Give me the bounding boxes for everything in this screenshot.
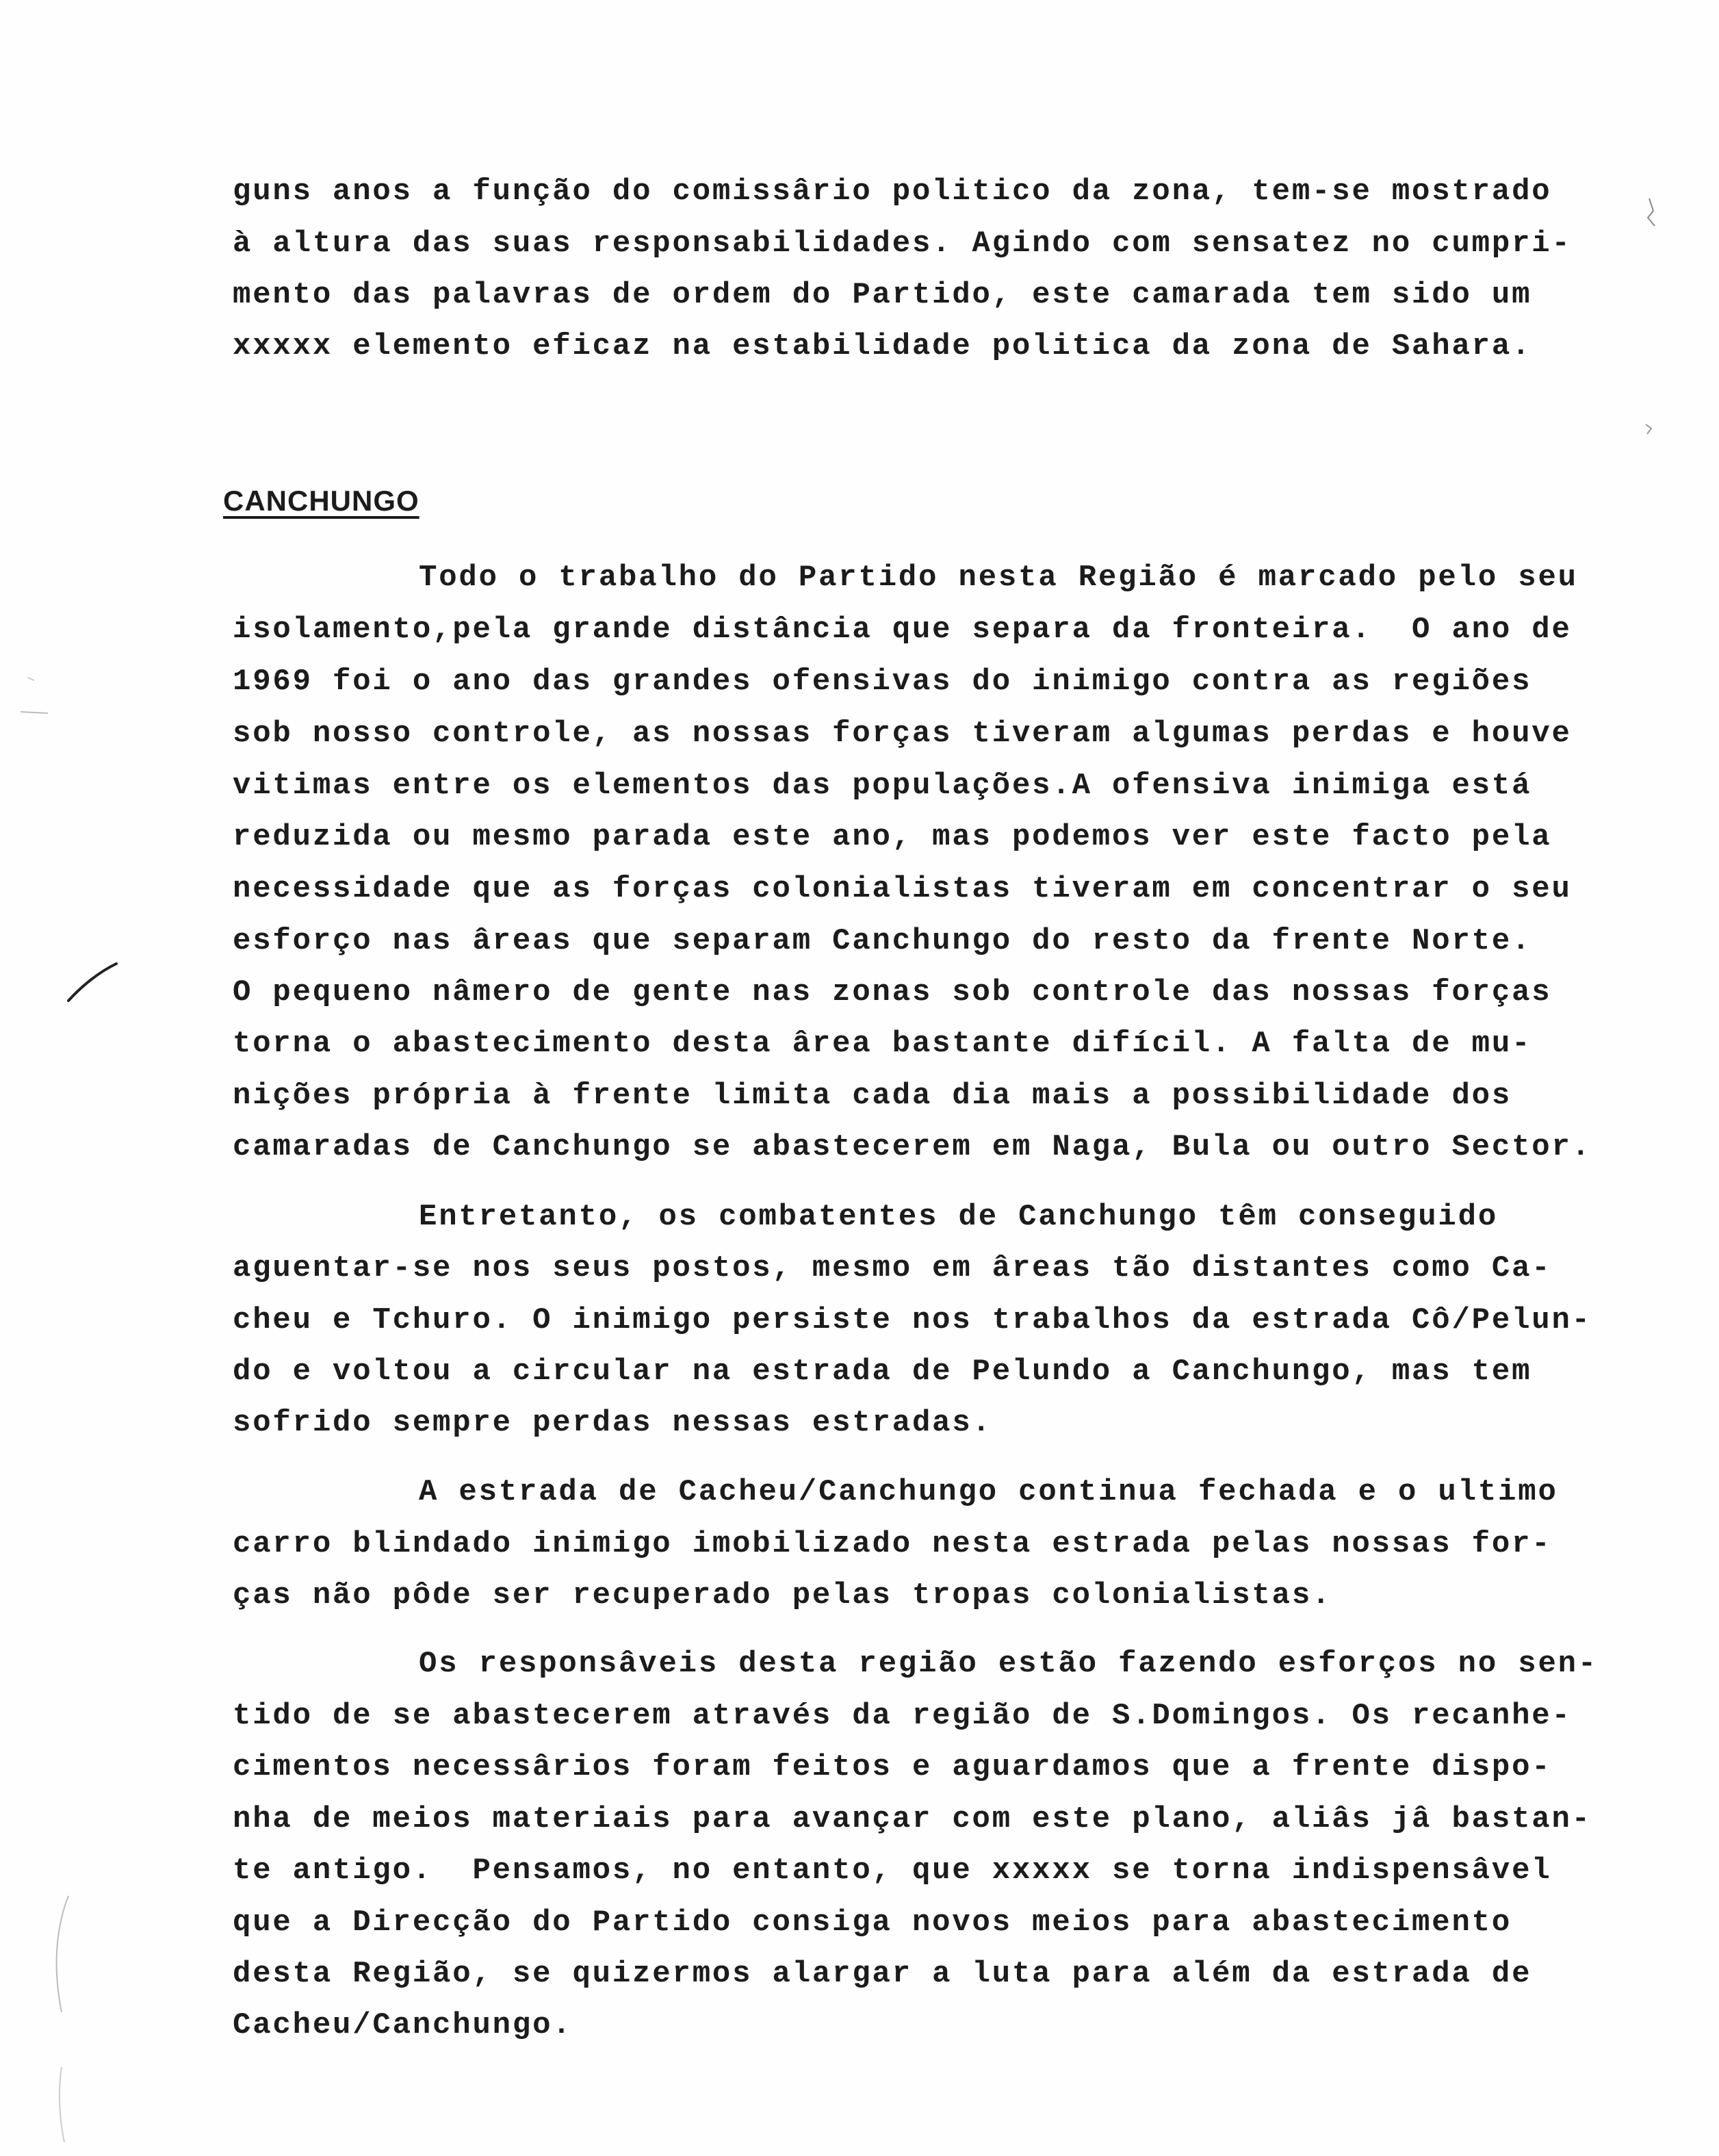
text-line: nições própria à frente limita cada dia mais a possibilidade dos: [233, 1079, 1512, 1113]
text-line: Cacheu/Canchungo.: [233, 2008, 573, 2042]
text-line: isolamento,pela grande distância que separa da fronteira. O ano de: [233, 613, 1572, 647]
text-line: necessidade que as forças colonialistas tiveram em concentrar o seu: [233, 872, 1572, 906]
margin-pen-stroke: [62, 958, 123, 1006]
text-line: A estrada de Cacheu/Canchungo continua fechada e o ultimo: [419, 1475, 1558, 1509]
text-line: cheu e Tchuro. O inimigo persiste nos trabalhos da estrada Cô/Pelun-: [233, 1303, 1592, 1337]
text-line: que a Direcção do Partido consiga novos meios para abastecimento: [233, 1905, 1512, 1940]
text-line: torna o abastecimento desta ârea bastante difícil. A falta de mu-: [233, 1027, 1532, 1061]
text-line: aguentar-se nos seus postos, mesmo em âreas tão distantes como Ca-: [233, 1251, 1552, 1285]
text-line: te antigo. Pensamos, no entanto, que xxxxx se torna indispensâvel: [233, 1853, 1552, 1888]
text-line: cimentos necessârios foram feitos e aguardamos que a frente dispo-: [233, 1750, 1552, 1784]
text-line: camaradas de Canchungo se abastecerem em Naga, Bula ou outro Sector.: [233, 1130, 1592, 1164]
scan-speckles: [41, 1889, 82, 2149]
text-line: guns anos a função do comissârio politico da zona, tem-se mostrado: [233, 175, 1552, 209]
text-line: Os responsâveis desta região estão fazendo esforços no sen-: [419, 1647, 1599, 1681]
text-line: 1969 foi o ano das grandes ofensivas do inimigo contra as regiões: [233, 665, 1532, 699]
text-line: nha de meios materiais para avançar com este plano, aliâs jâ bastan-: [233, 1802, 1592, 1836]
text-line: Todo o trabalho do Partido nesta Região é marcado pelo seu: [419, 561, 1578, 595]
text-line: Entretanto, os combatentes de Canchungo têm conseguido: [419, 1200, 1499, 1234]
text-line: mento das palavras de ordem do Partido, este camarada tem sido um: [233, 278, 1532, 312]
text-line: desta Região, se quizermos alargar a luta para além da estrada de: [233, 1957, 1532, 1991]
scan-speckles: [14, 671, 75, 726]
text-line: ças não pôde ser recuperado pelas tropas colonialistas.: [233, 1578, 1332, 1613]
text-line: à altura das suas responsabilidades. Agindo com sensatez no cumpri-: [233, 227, 1572, 261]
text-line: esforço nas âreas que separam Canchungo do resto da frente Norte.: [233, 924, 1532, 958]
section-heading: CANCHUNGO: [223, 485, 419, 517]
text-line: xxxxx elemento eficaz na estabilidade politica da zona de Sahara.: [233, 329, 1532, 363]
text-line: vitimas entre os elementos das populações.A ofensiva inimiga está: [233, 769, 1532, 803]
text-line: reduzida ou mesmo parada este ano, mas podemos ver este facto pela: [233, 820, 1552, 854]
text-line: do e voltou a circular na estrada de Pelundo a Canchungo, mas tem: [233, 1355, 1532, 1389]
text-line: sofrido sempre perdas nessas estradas.: [233, 1406, 992, 1440]
text-line: sob nosso controle, as nossas forças tiveram algumas perdas e houve: [233, 717, 1572, 751]
text-line: tido de se abastecerem através da região de S.Domingos. Os recanhe-: [233, 1699, 1572, 1733]
text-line: O pequeno nâmero de gente nas zonas sob controle das nossas forças: [233, 975, 1552, 1010]
text-line: carro blindado inimigo imobilizado nesta estrada pelas nossas for-: [233, 1527, 1552, 1561]
scan-speckles: [1629, 192, 1670, 479]
